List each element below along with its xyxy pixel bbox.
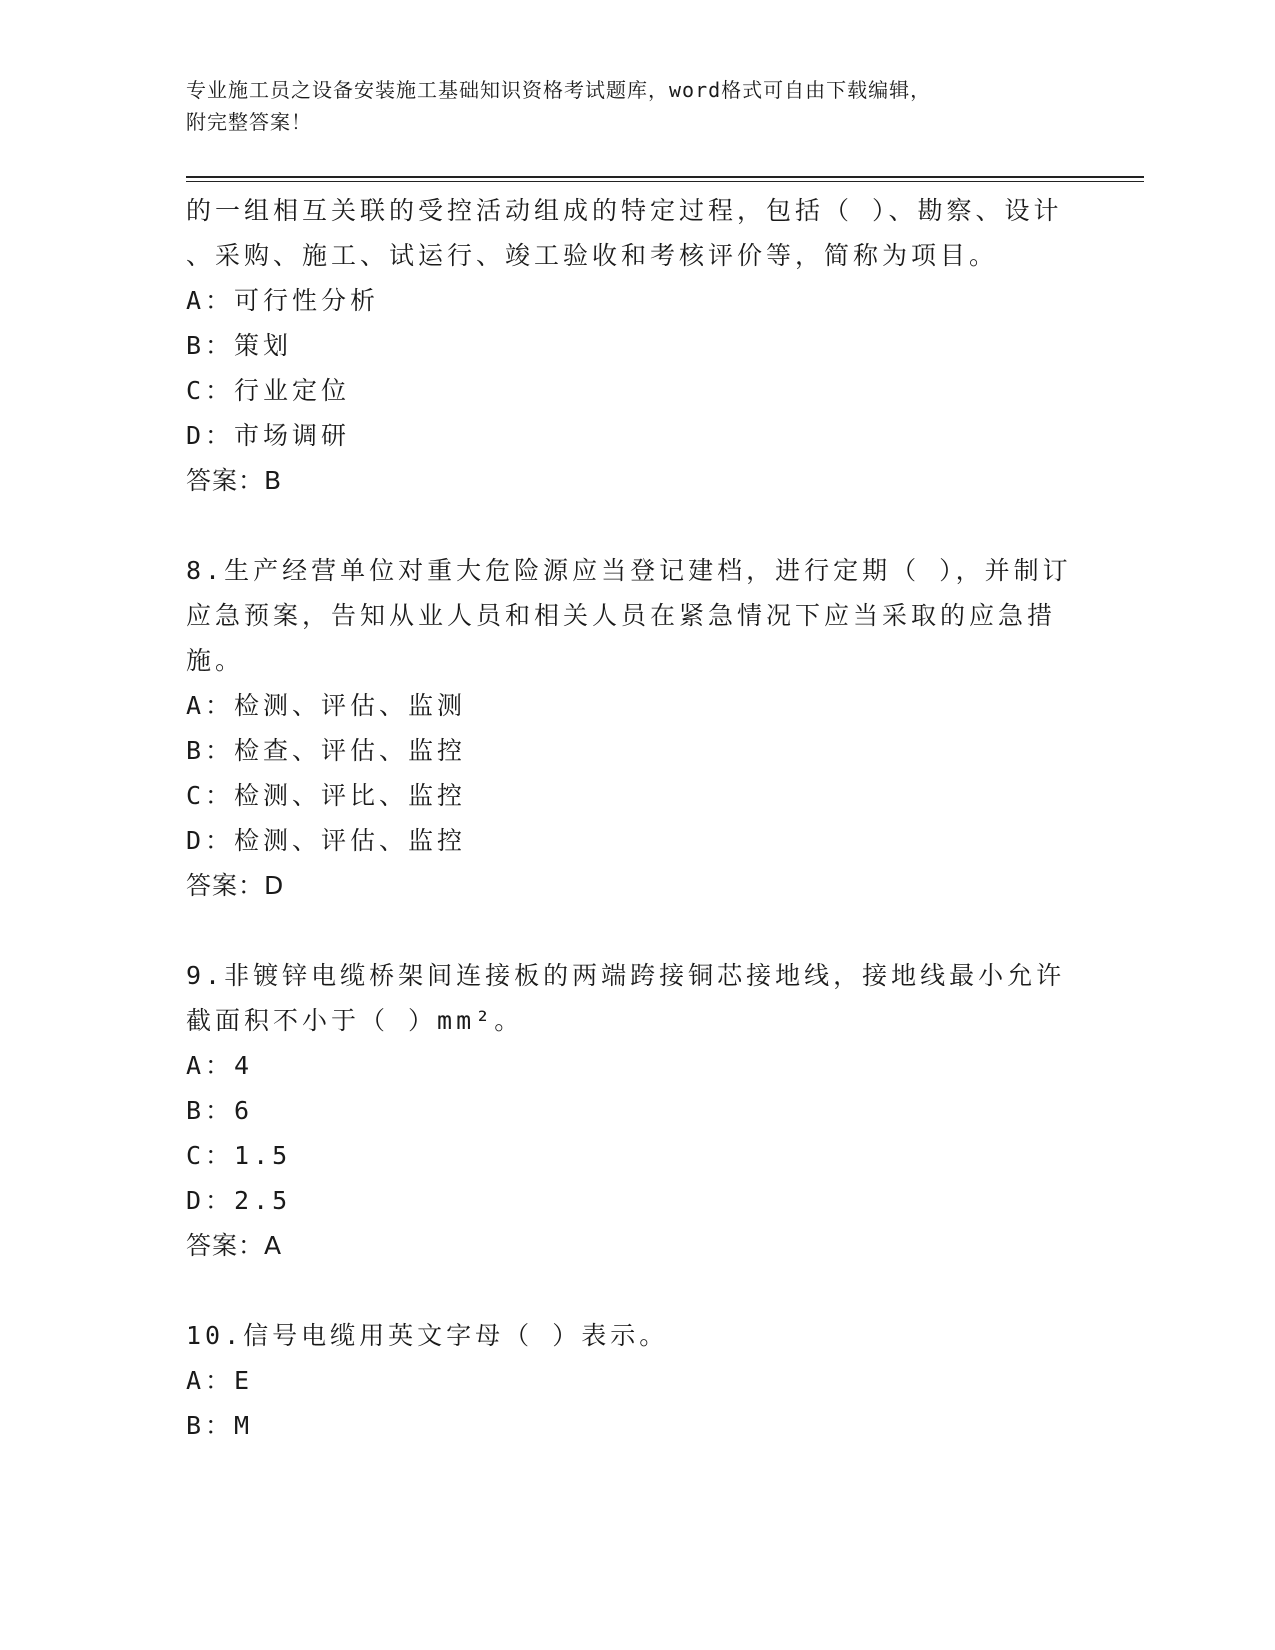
header-divider-thick — [186, 176, 1144, 178]
question-text-line: 10.信号电缆用英文字母（ ）表示。 — [186, 1321, 669, 1350]
option-a: A：4 — [186, 1051, 254, 1080]
answer: 答案：D — [186, 871, 285, 900]
header-line-2: 附完整答案！ — [186, 110, 312, 134]
question-text-line: 的一组相互关联的受控活动组成的特定过程，包括（ ）、勘察、设计 — [186, 196, 1063, 225]
option-d: D：2.5 — [186, 1186, 292, 1215]
option-b: B：策划 — [186, 331, 293, 360]
question-text-line: 截面积不小于（ ）mm²。 — [186, 1006, 524, 1035]
question-text-line: 施。 — [186, 646, 245, 675]
question-9 — [186, 953, 1086, 1268]
option-c: C：检测、评比、监控 — [186, 781, 467, 810]
question-7 — [186, 188, 1086, 503]
option-d: D：检测、评估、监控 — [186, 826, 467, 855]
question-text-line: 应急预案，告知从业人员和相关人员在紧急情况下应当采取的应急措 — [186, 601, 1057, 630]
answer: 答案：B — [186, 466, 283, 495]
question-text-line: 、采购、施工、试运行、竣工验收和考核评价等，简称为项目。 — [186, 241, 999, 270]
option-a: A：检测、评估、监测 — [186, 691, 467, 720]
option-a: A：可行性分析 — [186, 286, 380, 315]
question-text-line: 8.生产经营单位对重大危险源应当登记建档，进行定期（ ），并制订 — [186, 556, 1072, 585]
option-d: D：市场调研 — [186, 421, 351, 450]
document-header — [186, 74, 1066, 138]
answer: 答案：A — [186, 1231, 283, 1260]
header-divider-thin — [186, 181, 1144, 182]
spacer — [186, 908, 1086, 953]
option-b: B：检查、评估、监控 — [186, 736, 467, 765]
question-10 — [186, 1313, 1086, 1448]
header-line-1: 专业施工员之设备安装施工基础知识资格考试题库，word格式可自由下载编辑， — [186, 78, 932, 102]
option-a: A：E — [186, 1366, 254, 1395]
option-b: B：6 — [186, 1096, 254, 1125]
option-b: B：M — [186, 1411, 254, 1440]
option-c: C：1.5 — [186, 1141, 292, 1170]
spacer — [186, 1268, 1086, 1313]
option-c: C：行业定位 — [186, 376, 351, 405]
question-8 — [186, 548, 1086, 908]
spacer — [186, 503, 1086, 548]
question-list — [186, 188, 1086, 1448]
question-text-line: 9.非镀锌电缆桥架间连接板的两端跨接铜芯接地线，接地线最小允许 — [186, 961, 1066, 990]
